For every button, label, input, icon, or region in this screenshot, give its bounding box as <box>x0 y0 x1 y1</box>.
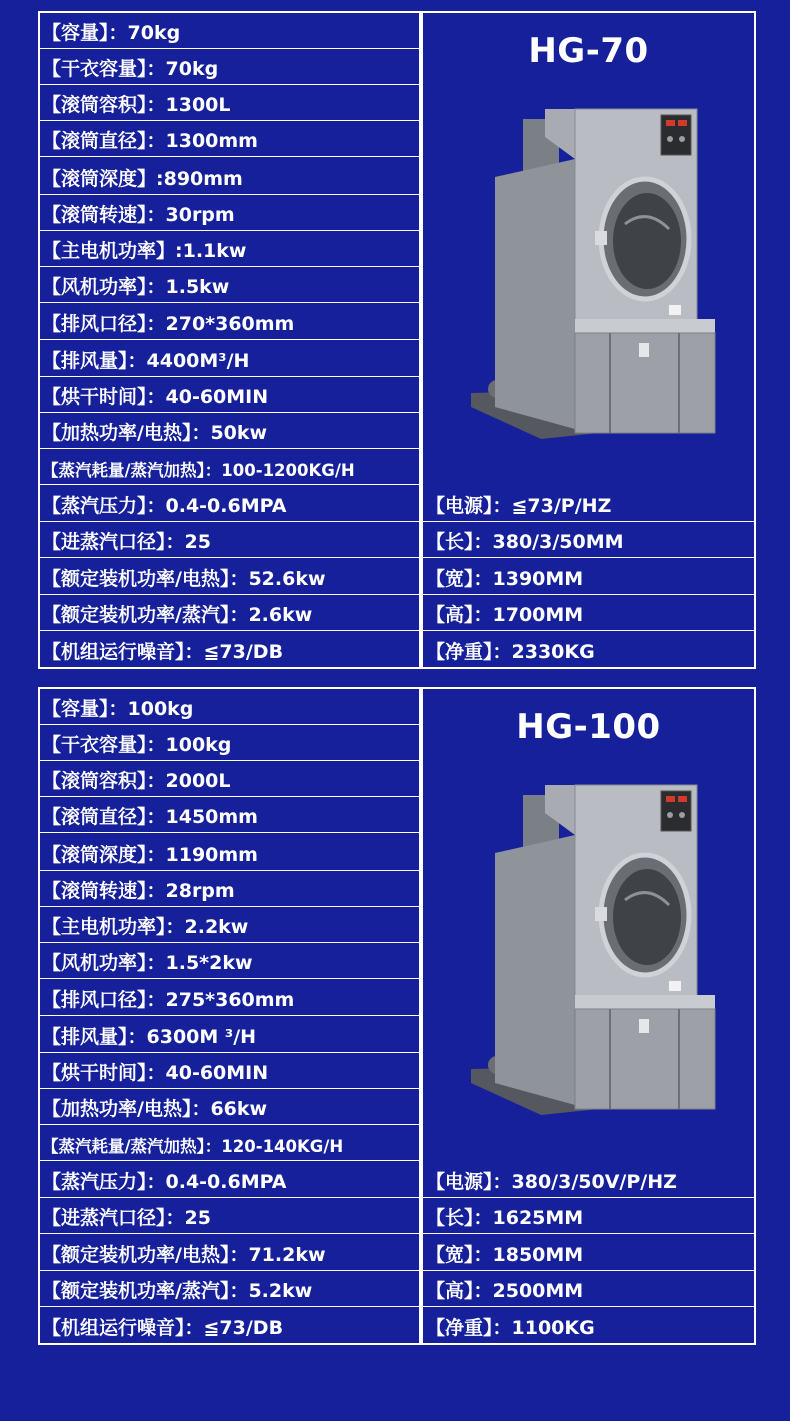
spec-row-rated-power-electric: 【额定装机功率/电热】：52.6kw <box>40 558 419 595</box>
spec-row-drum-speed: 【滚筒转速】：28rpm <box>40 871 419 907</box>
spec-row-length: 【长】：380/3/50MM <box>423 522 754 558</box>
dryer-lint-latch <box>639 1019 649 1033</box>
spec-row-exhaust-volume: 【排风量】：4400M³/H <box>40 340 419 377</box>
dryer-lint-latch <box>639 343 649 357</box>
spec-row-noise: 【机组运行噪音】：≦73/DB <box>40 631 419 668</box>
spec-row-steam-consumption: 【蒸汽耗量/蒸汽加热】：100-1200KG/H <box>40 449 419 485</box>
dryer-display <box>666 120 675 126</box>
spec-row-steam-inlet: 【进蒸汽口径】：25 <box>40 1198 419 1234</box>
model-title: HG-70 <box>528 31 649 71</box>
spec-row-exhaust-volume: 【排风量】：6300M ³/H <box>40 1016 419 1053</box>
spec-panel-hg-100 <box>38 687 756 1345</box>
spec-row-net-weight: 【净重】：1100KG <box>423 1307 754 1344</box>
left-spec-column <box>40 13 419 667</box>
spec-row-fan-power: 【风机功率】：1.5*2kw <box>40 943 419 979</box>
spec-row-rated-power-steam: 【额定装机功率/蒸汽】：5.2kw <box>40 1271 419 1307</box>
spec-row-power-supply: 【电源】：≦73/P/HZ <box>423 485 754 522</box>
dryer-door-handle <box>595 231 607 245</box>
spec-row-capacity: 【容量】：100kg <box>40 689 419 725</box>
left-spec-column <box>40 689 419 1343</box>
spec-row-steam-pressure: 【蒸汽压力】：0.4-0.6MPA <box>40 485 419 522</box>
spec-row-noise: 【机组运行噪音】：≦73/DB <box>40 1307 419 1344</box>
spec-row-drying-time: 【烘干时间】：40-60MIN <box>40 377 419 413</box>
spec-row-rated-power-steam: 【额定装机功率/蒸汽】：2.6kw <box>40 595 419 631</box>
spec-row-width: 【宽】：1390MM <box>423 558 754 595</box>
dryer-display <box>678 120 687 126</box>
spec-row-heating-power: 【加热功率/电热】：66kw <box>40 1089 419 1125</box>
spec-row-net-weight: 【净重】：2330KG <box>423 631 754 668</box>
dryer-button <box>667 136 673 142</box>
dryer-door-glass <box>613 193 681 289</box>
spec-row-drum-depth: 【滚筒深度】：1190mm <box>40 833 419 871</box>
spec-row-rated-power-electric: 【额定装机功率/电热】：71.2kw <box>40 1234 419 1271</box>
spec-row-exhaust-size: 【排风口径】：275*360mm <box>40 979 419 1016</box>
spec-row-steam-consumption: 【蒸汽耗量/蒸汽加热】：120-140KG/H <box>40 1125 419 1161</box>
spec-row-height: 【高】：1700MM <box>423 595 754 631</box>
dryer-door-handle <box>595 907 607 921</box>
model-title: HG-100 <box>516 707 661 747</box>
spec-row-drying-time: 【烘干时间】：40-60MIN <box>40 1053 419 1089</box>
industrial-dryer-image <box>465 765 727 1125</box>
spec-row-drum-speed: 【滚筒转速】：30rpm <box>40 195 419 231</box>
industrial-dryer-image <box>465 89 727 449</box>
spec-row-fan-power: 【风机功率】：1.5kw <box>40 267 419 303</box>
dryer-label <box>669 981 681 991</box>
spec-row-main-motor-power: 【主电机功率】:1.1kw <box>40 231 419 267</box>
spec-row-drum-depth: 【滚筒深度】:890mm <box>40 157 419 195</box>
dryer-display <box>666 796 675 802</box>
spec-row-dry-capacity: 【干衣容量】：100kg <box>40 725 419 761</box>
dryer-button <box>679 136 685 142</box>
dryer-label <box>669 305 681 315</box>
spec-panel-hg-70 <box>38 11 756 669</box>
spec-row-height: 【高】：2500MM <box>423 1271 754 1307</box>
right-column <box>423 13 754 667</box>
spec-row-steam-inlet: 【进蒸汽口径】：25 <box>40 522 419 558</box>
spec-row-power-supply: 【电源】：380/3/50V/P/HZ <box>423 1161 754 1198</box>
spec-row-exhaust-size: 【排风口径】：270*360mm <box>40 303 419 340</box>
dryer-button <box>679 812 685 818</box>
spec-row-steam-pressure: 【蒸汽压力】：0.4-0.6MPA <box>40 1161 419 1198</box>
right-column <box>423 689 754 1343</box>
spec-row-drum-diameter: 【滚筒直径】：1300mm <box>40 121 419 157</box>
dryer-display <box>678 796 687 802</box>
dryer-button <box>667 812 673 818</box>
spec-row-heating-power: 【加热功率/电热】：50kw <box>40 413 419 449</box>
spec-row-length: 【长】：1625MM <box>423 1198 754 1234</box>
spec-row-capacity: 【容量】：70kg <box>40 13 419 49</box>
dryer-side-panel <box>495 835 575 1105</box>
dryer-side-panel <box>495 159 575 429</box>
spec-row-drum-volume: 【滚筒容积】：1300L <box>40 85 419 121</box>
spec-row-drum-volume: 【滚筒容积】：2000L <box>40 761 419 797</box>
dryer-door-glass <box>613 869 681 965</box>
spec-row-main-motor-power: 【主电机功率】：2.2kw <box>40 907 419 943</box>
spec-row-width: 【宽】：1850MM <box>423 1234 754 1271</box>
dryer-middle-strip <box>575 319 715 333</box>
dryer-middle-strip <box>575 995 715 1009</box>
spec-row-drum-diameter: 【滚筒直径】：1450mm <box>40 797 419 833</box>
spec-row-dry-capacity: 【干衣容量】：70kg <box>40 49 419 85</box>
